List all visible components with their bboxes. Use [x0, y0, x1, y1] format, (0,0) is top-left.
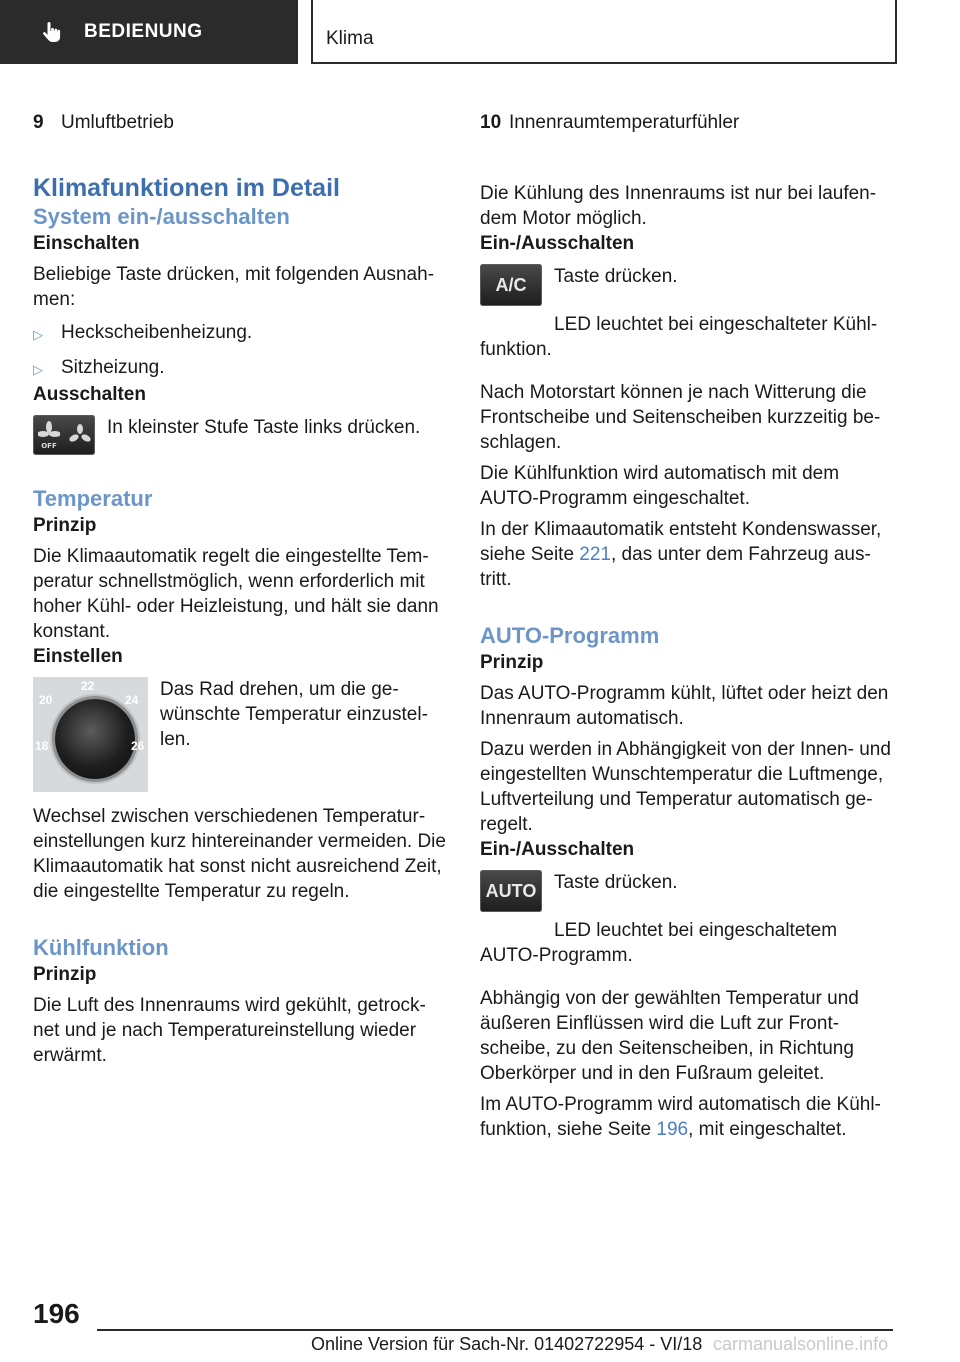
dial-knob — [55, 699, 135, 779]
footer-online-version: Online Version für Sach-Nr. 01402722954 - VI/18 — [311, 1334, 703, 1354]
einschalten-text: Beliebige Taste drücken, mit folgenden Ausnah-men: — [33, 264, 435, 310]
ac-button-image: A/C — [480, 264, 542, 306]
list-item: ▷ Heckscheibenheizung. — [33, 320, 451, 347]
left-column — [33, 110, 451, 1068]
ausschalten-text: In kleinster Stufe Taste links drücken. — [107, 417, 421, 438]
page-link-221[interactable]: 221 — [579, 544, 611, 565]
fan-off-icon — [38, 420, 60, 450]
heading-ac-ein-aus: Ein-/Ausschalten — [480, 233, 635, 254]
footer-divider — [97, 1329, 893, 1331]
kuehlung-text: Die Kühlung des Innenraums ist nur bei laufen-dem Motor möglich. — [480, 183, 877, 229]
ac-text-1: Taste drücken. — [554, 266, 678, 287]
heading-kuehl-prinzip: Prinzip — [33, 964, 97, 985]
dial-tick: 18 — [35, 739, 49, 753]
legend-item-10: 10 Innenraumtemperaturfühler — [480, 112, 740, 133]
watermark: carmanualsonline.info — [713, 1334, 889, 1354]
einstellen-row — [33, 677, 451, 792]
heading-prinzip: Prinzip — [33, 515, 97, 536]
auto-row — [480, 870, 900, 912]
page-link-196[interactable]: 196 — [656, 1119, 689, 1140]
heading-auto-programm: AUTO-Programm — [480, 623, 660, 648]
heading-einschalten: Einschalten — [33, 233, 140, 254]
einstellen-text: Das Rad drehen, um die ge-wünschte Temperatur einzustel-len. — [160, 679, 428, 750]
auto-prinzip-text-2: Dazu werden in Abhängigkeit von der Innen- und eingestellten Wunschtemperatur die Luftmenge, Luftverteilung und Temperatur automatisch ge-regelt. — [480, 739, 891, 835]
ac-row — [480, 264, 900, 306]
page-number: 196 — [33, 1298, 80, 1329]
list-item: ▷ Sitzheizung. — [33, 355, 451, 382]
temperature-dial-image — [33, 677, 148, 792]
kuehlfunktion-text: Die Kühlfunktion wird automatisch mit dem AUTO-Programm eingeschaltet. — [480, 463, 840, 509]
chapter-title: Klima — [326, 28, 374, 49]
kondenswasser-text: In der Klimaautomatik entsteht Kondenswasser, siehe Seite 221, das unter dem Fahrzeug aus-tritt. — [480, 519, 882, 590]
heading-system: System ein-/ausschalten — [33, 204, 290, 229]
svg-text:OFF: OFF — [40, 442, 57, 450]
prinzip-text: Die Klimaautomatik regelt die eingestellte Tem-peratur schnellstmöglich, wenn erforderlich mit hoher Kühl- oder Heizleistung, und hält sie dann konstant. — [33, 546, 439, 642]
auto-button-image: AUTO — [480, 870, 542, 912]
auto-text-1: Taste drücken. — [554, 872, 678, 893]
im-auto-text: Im AUTO-Programm wird automatisch die Kühl-funktion, siehe Seite 196, mit eingeschaltet. — [480, 1094, 881, 1140]
auto-prinzip-text-1: Das AUTO-Programm kühlt, lüftet oder heizt den Innenraum automatisch. — [480, 683, 889, 729]
legend-item-9: 9 Umluftbetrieb — [33, 112, 174, 133]
page-title: Klimafunktionen im Detail — [33, 174, 340, 202]
heading-auto-ein-aus: Ein-/Ausschalten — [480, 839, 635, 860]
section-title: BEDIENUNG — [84, 21, 203, 42]
chapter-tab — [311, 0, 897, 64]
dial-tick: 20 — [39, 693, 53, 707]
auto-text-2: LED leuchtet bei eingeschaltetem AUTO-Programm. — [480, 920, 838, 966]
fan-icon — [69, 424, 91, 446]
hand-pointer-icon — [40, 20, 64, 44]
dial-tick: 22 — [81, 679, 95, 693]
heading-ausschalten: Ausschalten — [33, 384, 146, 405]
right-column — [480, 110, 900, 1142]
triangle-bullet-icon: ▷ — [33, 362, 43, 377]
heading-auto-prinzip: Prinzip — [480, 652, 544, 673]
kuehl-prinzip-text: Die Luft des Innenraums wird gekühlt, getrock-net und je nach Temperatureinstellung wieder erwärmt. — [33, 995, 426, 1066]
heading-kuehlfunktion: Kühlfunktion — [33, 935, 169, 960]
wechsel-text: Wechsel zwischen verschiedenen Temperatur-einstellungen kurz hintereinander vermeiden. Die Klimaautomatik hat sonst nicht ausreichend Zeit, die eingestellte Temperatur zu regeln. — [33, 806, 446, 902]
dial-tick: 24 — [125, 693, 139, 707]
dial-tick: 26 — [131, 739, 145, 753]
fan-off-button-image — [33, 415, 95, 455]
section-tab — [0, 0, 298, 64]
ausschalten-row — [33, 415, 451, 455]
heading-temperatur: Temperatur — [33, 486, 153, 511]
heading-einstellen: Einstellen — [33, 646, 123, 667]
triangle-bullet-icon: ▷ — [33, 327, 43, 342]
motorstart-text: Nach Motorstart können je nach Witterung die Frontscheibe und Seitenscheiben kurzzeitig be-schlagen. — [480, 382, 881, 453]
ac-text-2: LED leuchtet bei eingeschalteter Kühl-funktion. — [480, 314, 878, 360]
abhaengig-text: Abhängig von der gewählten Temperatur und äußeren Einflüssen wird die Luft zur Front-scheibe, zu den Seitenscheiben, in Richtung Oberkörper und in den Fußraum geleitet. — [480, 988, 859, 1084]
